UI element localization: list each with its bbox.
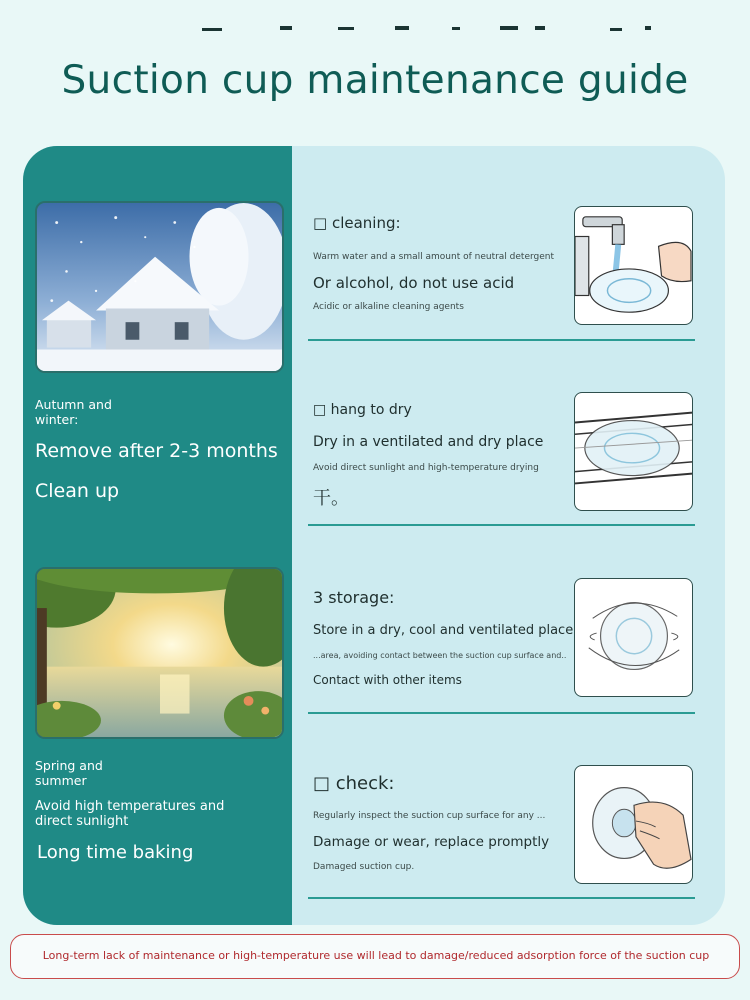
- divider: [308, 339, 695, 341]
- winter-line-2: Clean up: [35, 480, 120, 502]
- step-line: Dry in a ventilated and dry place: [313, 434, 544, 450]
- guide-panel: [23, 146, 725, 925]
- step-line: 干。: [313, 488, 349, 509]
- step-line: Contact with other items: [313, 673, 462, 687]
- step-line: Acidic or alkaline cleaning agents: [313, 302, 464, 312]
- seasons-column: [23, 146, 292, 925]
- winter-line-1: Remove after 2-3 months: [35, 440, 278, 462]
- step-line: ...area, avoiding contact between the suction cup surface and..: [313, 651, 567, 660]
- step-line: Or alcohol, do not use acid: [313, 274, 515, 292]
- warning-banner: [10, 934, 740, 979]
- hand-holding-suction-cup-icon: [574, 765, 693, 884]
- winter-house-photo: [35, 201, 284, 373]
- divider: [308, 712, 695, 714]
- step-line: Damaged suction cup.: [313, 862, 415, 872]
- step-heading: □ check:: [313, 773, 395, 794]
- step-line: Warm water and a small amount of neutral detergent: [313, 252, 555, 262]
- summer-label: Spring and summer: [35, 758, 103, 788]
- step-heading: 3 storage:: [313, 588, 395, 607]
- drying-rack-icon: [574, 392, 693, 511]
- winter-label: Autumn and winter:: [35, 397, 112, 427]
- step-line: Avoid direct sunlight and high-temperature drying: [313, 463, 539, 473]
- summer-line-1: Avoid high temperatures and direct sunlight: [35, 799, 225, 829]
- divider: [308, 897, 695, 899]
- step-line: Store in a dry, cool and ventilated place: [313, 623, 574, 638]
- summer-line-2: Long time baking: [37, 842, 194, 863]
- divider: [308, 524, 695, 526]
- page-title: Suction cup maintenance guide: [61, 58, 689, 103]
- step-line: Regularly inspect the suction cup surface for any ...: [313, 811, 546, 821]
- steps-column: [292, 146, 725, 925]
- faucet-washing-icon: [574, 206, 693, 325]
- warning-note: Long-term lack of maintenance or high-temperature use will lead to damage/reduced adsorption force of the suction cup: [42, 949, 710, 962]
- step-heading: □ hang to dry: [313, 402, 412, 418]
- cropped-header-marks: [190, 22, 670, 36]
- step-heading: □ cleaning:: [313, 214, 401, 232]
- suction-cup-storage-icon: [574, 578, 693, 697]
- summer-lake-photo: [35, 567, 284, 739]
- step-line: Damage or wear, replace promptly: [313, 834, 550, 850]
